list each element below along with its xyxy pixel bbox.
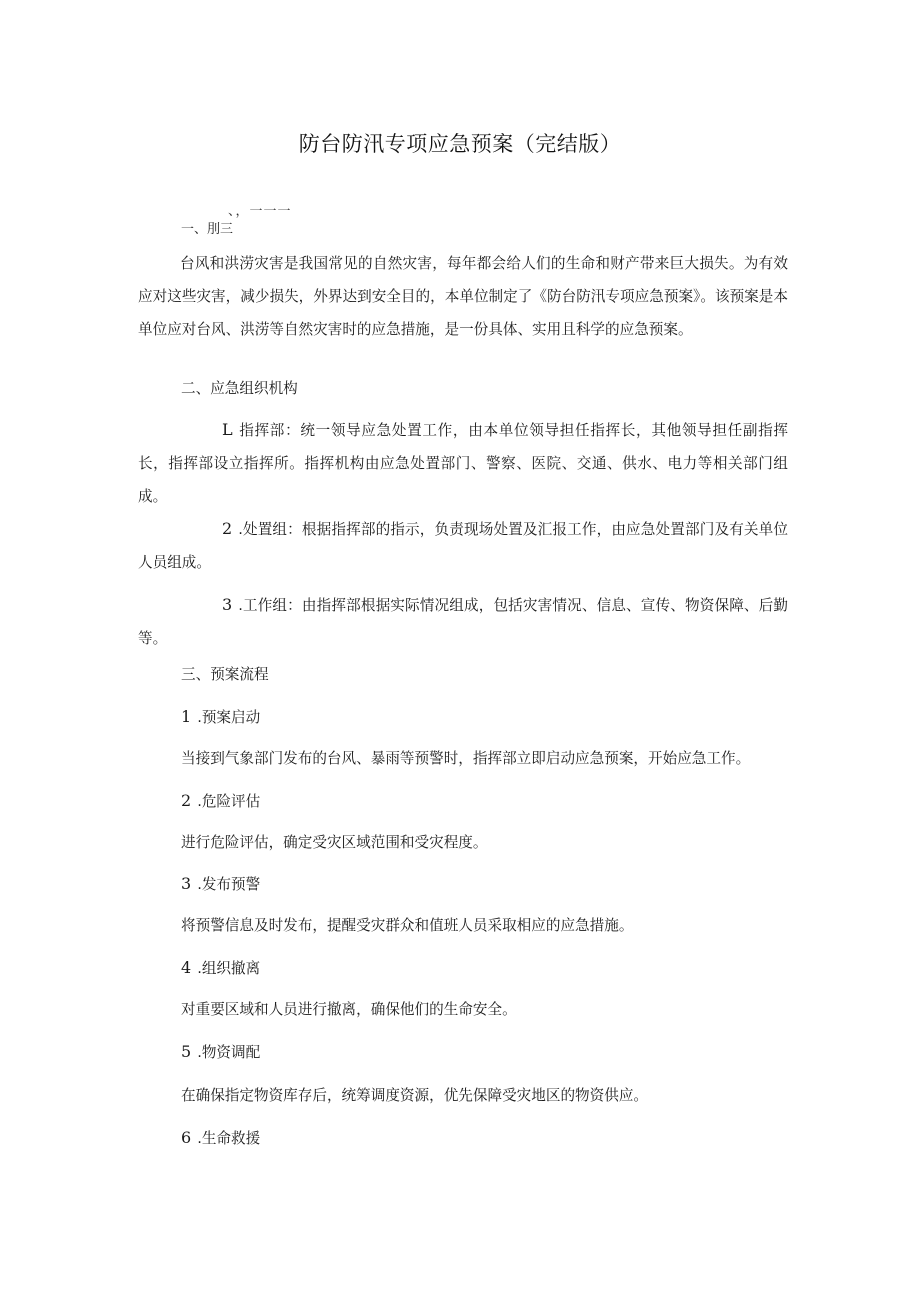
flow-step-5-desc: 在确保指定物资库存后，统筹调度资源，优先保障受灾地区的物资供应。: [181, 1087, 649, 1104]
org-item-2: [138, 512, 788, 579]
flow-step-1-label: .预案启动: [197, 709, 261, 726]
flow-step-4-heading: [181, 956, 260, 981]
flow-step-3-desc: 将预警信息及时发布，提醒受灾群众和值班人员采取相应的应急措施。: [181, 917, 634, 934]
flow-step-4-desc: 对重要区域和人员进行撤离，确保他们的生命安全。: [181, 1001, 517, 1018]
flow-step-2-number: 2: [181, 791, 192, 810]
org-item-3-number: 3: [222, 595, 233, 614]
document-title: 防台防汛专项应急预案（完结版）: [298, 132, 622, 156]
org-item-3: [138, 588, 788, 655]
flow-step-2-label: .危险评估: [197, 793, 261, 810]
section-1-paragraph: 台风和洪涝灾害是我国常见的自然灾害，每年都会给人们的生命和财产带来巨大损失。为有效应对这些灾害，减少损失，外界达到安全目的，本单位制定了《防台防汛专项应急预案》。该预案是本单位应对台风、洪涝等自然灾害时的应急措施，是一份具体、实用且科学的应急预案。: [138, 255, 788, 338]
flow-step-6-heading: [181, 1126, 260, 1151]
flow-step-3-number: 3: [181, 874, 192, 893]
section-3-heading: 三、预案流程: [181, 666, 269, 683]
flow-step-1-number: 1: [181, 707, 192, 726]
flow-step-5-label: .物资调配: [197, 1044, 261, 1061]
section-2-heading: 二、应急组织机构: [181, 380, 298, 397]
flow-step-2-desc: 进行危险评估，确定受灾区域范围和受灾程度。: [181, 834, 488, 851]
org-item-2-number: 2: [222, 519, 233, 538]
flow-step-5-number: 5: [181, 1042, 192, 1061]
flow-step-4-label: .组织撤离: [197, 960, 261, 977]
section-1-heading: 一、刖三: [181, 222, 234, 237]
flow-step-6-label: .生命救援: [197, 1130, 261, 1147]
org-item-3-text: .工作组：由指挥部根据实际情况组成，包括灾害情况、信息、宣传、物资保障、后勤等。: [138, 597, 788, 647]
org-item-1-text: 指挥部：统一领导应急处置工作，由本单位领导担任指挥长，其他领导担任副指挥长，指挥部设立指挥所。指挥机构由应急处置部门、警察、医院、交通、供水、电力等相关部门组成。: [138, 422, 788, 505]
flow-step-4-number: 4: [181, 958, 192, 977]
org-item-1: [138, 413, 788, 513]
flow-step-1-heading: [181, 705, 260, 730]
flow-step-1-desc: 当接到气象部门发布的台风、暴雨等预警时，指挥部立即启动应急预案，开始应急工作。: [181, 750, 751, 767]
flow-step-2-heading: [181, 789, 260, 814]
org-item-1-number: L: [222, 420, 233, 439]
flow-step-5-heading: [181, 1040, 260, 1065]
flow-step-6-number: 6: [181, 1128, 192, 1147]
flow-step-3-label: .发布预警: [197, 876, 261, 893]
flow-step-3-heading: [181, 872, 260, 897]
org-item-2-text: .处置组：根据指挥部的指示，负责现场处置及汇报工作，由应急处置部门及有关单位人员组成。: [138, 521, 788, 571]
scan-artifact-text: 、，一一一: [228, 204, 292, 219]
